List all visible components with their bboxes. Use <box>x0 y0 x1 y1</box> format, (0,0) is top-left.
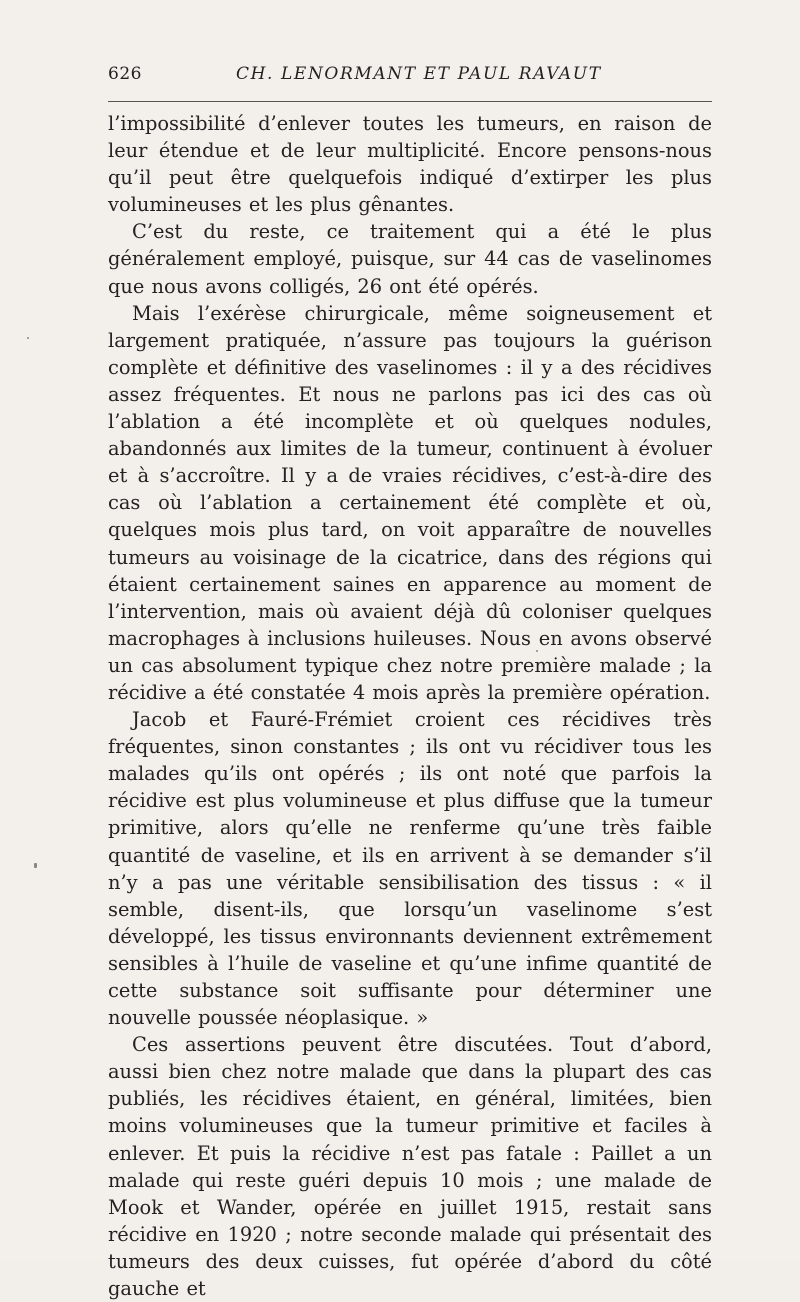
paragraph: C’est du reste, ce traitement qui a été le plus généralement employé, puisque, sur 44 cas de vaselinomes que nous avons colligés, 26 ont été opérés. <box>108 220 712 298</box>
header-rule <box>108 101 712 102</box>
paragraph: Ces assertions peuvent être discutées. Tout d’abord, aussi bien chez notre malade que dans la plupart des cas publiés, les récidives étaient, en général, limitées, bien moins volumineuses que la tumeur primitive et faciles à enlever. Et puis la récidive n’est pas fatale : Paillet a un malade qui reste guéri depuis 10 mois ; une malade de Mook et Wander, opérée en juillet 1915, restait sans récidive en 1920 ; notre seconde malade qui présentait des tumeurs des deux cuisses, fut opérée d’abord du côté gauche et <box>108 1033 712 1301</box>
page-header <box>108 64 712 94</box>
paragraph: l’impossibilité d’enlever toutes les tumeurs, en raison de leur étendue et de leur multiplicité. Encore pensons-nous qu’il peut être quelquefois indiqué d’extirper les plus volumineuses et les plus gênantes. <box>108 112 712 217</box>
paper-speck <box>27 337 29 339</box>
paper-speck <box>536 650 538 652</box>
paragraph: Mais l’exérèse chirurgicale, même soigneusement et largement pratiquée, n’assure pas toujours la guérison complète et définitive des vaselinomes : il y a des récidives assez fréquentes. Et nous ne parlons pas ici des cas où l’ablation a été incomplète et où quelques nodules, abandonnés aux limites de la tumeur, continuent à évoluer et à s’accroître. Il y a de vraies récidives, c’est-à-dire des cas où l’ablation a certainement été complète et où, quelques mois plus tard, on voit apparaître de nouvelles tumeurs au voisinage de la cicatrice, dans des régions qui étaient certainement saines en apparence au moment de l’intervention, mais où avaient déjà dû coloniser quelques macrophages à inclusions huileuses. Nous en avons observé un cas absolument typique chez notre première malade ; la récidive a été constatée 4 mois après la première opération. <box>108 301 712 704</box>
body-text <box>108 110 712 1302</box>
paper-speck <box>34 863 37 868</box>
running-head: CH. LENORMANT ET PAUL RAVAUT <box>236 64 602 84</box>
paragraph: Jacob et Fauré-Frémiet croient ces récidives très fréquentes, sinon constantes ; ils ont vu récidiver tous les malades qu’ils ont opérés ; ils ont noté que parfois la récidive est plus volumineuse et plus diffuse que la tumeur primitive, alors qu’elle ne renferme qu’une très faible quantité de vaseline, et ils en arrivent à se demander s’il n’y a pas une véritable sensibilisation des tissus : « il semble, disent-ils, que lorsqu’un vaselinome s’est développé, les tissus environnants deviennent extrêmement sensibles à l’huile de vaseline et qu’une infime quantité de cette substance soit suffisante pour déterminer une nouvelle poussée néoplasique. » <box>108 708 712 1030</box>
page-number: 626 <box>108 64 142 84</box>
